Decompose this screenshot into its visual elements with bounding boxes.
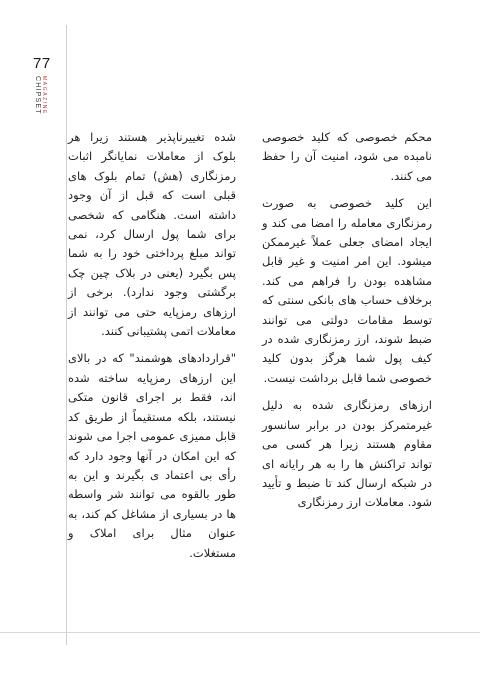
footer-rule bbox=[0, 632, 480, 633]
paragraph: این کلید خصوصی به صورت رمزنگاری معامله را امضا می کند و ایجاد امضای جعلی عملاً غیرممکن میشود. این امر امنیت و غیر قابل مشاهده بودن را فراهم می کند. برخلاف حساب های بانکی سنتی که توسط مقامات دولتی می توانند ضبط شوند، ارز رمزنگاری شده در کیف پول شما هرگز بدون کلید خصوصی شما قابل برداشت نیست. bbox=[262, 196, 432, 385]
paragraph: شده تغییرناپذیر هستند زیرا هر بلوک از معاملات نمایانگر اثبات رمزنگاری (هش) تمام بلوک های قبلی است که قبل از آن وجود داشته است. هنگامی که شخصی برای شما پول ارسال کرد، نمی تواند مبلغ پرداختی خود را به شما پس بگیرد (یعنی در بلاک چین چک برگشتی وجود ندارد). برخی از ارزهای رمزپایه حتی می توانند از معاملات اتمی پشتیبانی کنند. bbox=[68, 130, 236, 339]
margin-rule bbox=[66, 25, 67, 645]
brand-name: CHIPSET bbox=[34, 76, 41, 115]
article-column-right bbox=[262, 128, 432, 521]
paragraph: "قراردادهای هوشمند" که در بالای این ارزهای رمزپایه ساخته شده اند، فقط بر اجرای قانون متکی نیستند، بلکه مستقیماً از طریق کد قابل ممیزی عمومی اجرا می شوند که این امکان در آنها وجود دارد که رأی بی اعتماد ی بگیرند و این به طور بالقوه می توانند شر واسطه ها در بسیاری از مشاغل کم کند، به عنوان مثال برای املاک و مستغلات. bbox=[68, 351, 236, 560]
article-column-left bbox=[68, 128, 236, 571]
paragraph: محکم خصوصی که کلید خصوصی نامبده می شود، امنیت آن را حفظ می کنند. bbox=[262, 130, 432, 183]
paragraph: ارزهای رمزنگاری شده به دلیل غیرمتمرکز بودن در برابر سانسور مقاوم هستند زیرا هر کسی می تواند تراکنش ها را به هر رایانه ای در شبکه ارسال کند تا ضبط و تأیید شود. معاملات ارز رمزنگاری bbox=[262, 398, 432, 510]
magazine-branding bbox=[33, 76, 63, 136]
magazine-label: MAGAZINE bbox=[41, 76, 47, 115]
page-number: 77 bbox=[33, 55, 51, 72]
